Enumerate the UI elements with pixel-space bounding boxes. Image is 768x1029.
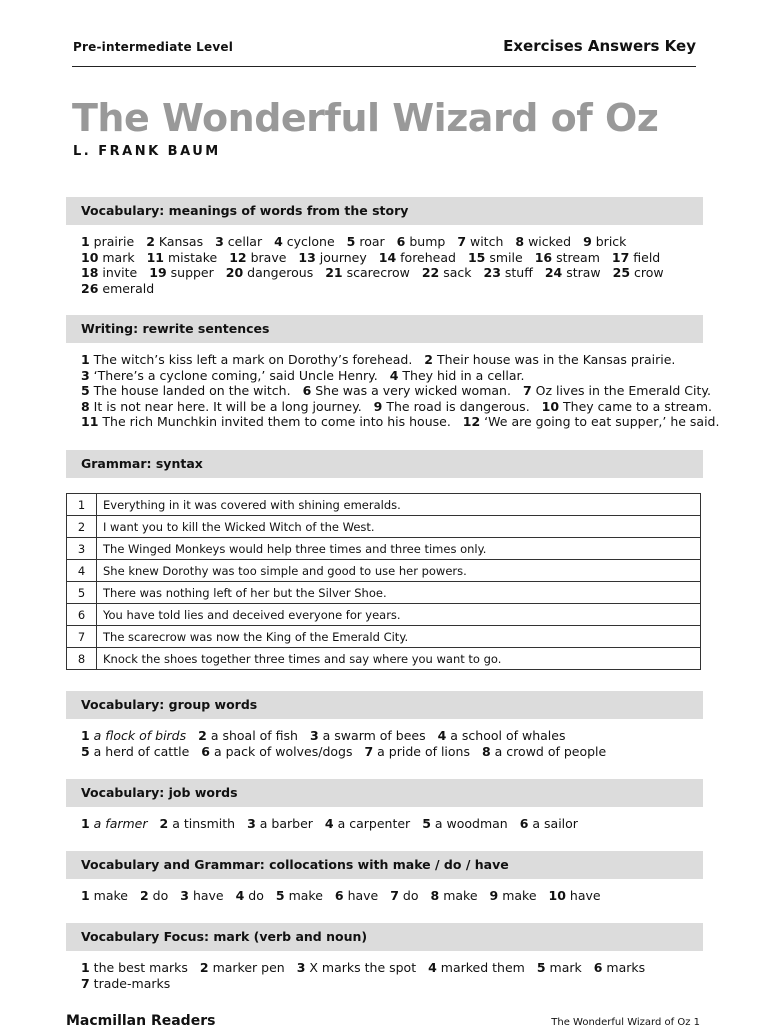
row-number: 1 — [67, 494, 97, 516]
answer-number: 10 — [81, 249, 99, 265]
answer-item — [215, 234, 262, 249]
answer-item — [583, 234, 626, 249]
answer-item — [335, 888, 378, 903]
answer-number: 3 — [247, 816, 256, 831]
answer-text: trade-marks — [89, 975, 171, 991]
answer-line — [81, 265, 711, 281]
mark-answers — [81, 960, 711, 991]
answer-number: 4 — [274, 234, 283, 249]
answer-item — [146, 234, 203, 249]
answer-item — [226, 265, 313, 280]
answer-number: 3 — [309, 728, 319, 743]
answer-text: do — [244, 888, 264, 903]
answer-text: a farmer — [89, 816, 148, 831]
answer-item — [276, 888, 323, 903]
answer-item — [81, 383, 291, 398]
answer-text: sack — [439, 265, 472, 280]
answer-number: 1 — [81, 888, 90, 903]
answer-item — [198, 728, 298, 743]
answer-item — [612, 250, 660, 265]
answer-item — [422, 816, 508, 831]
group-words-answers — [81, 728, 711, 759]
answer-item — [180, 888, 223, 903]
row-number: 5 — [67, 582, 97, 604]
answer-line — [81, 888, 711, 904]
answer-text: prairie — [89, 234, 135, 249]
answer-text: They hid in a cellar. — [398, 367, 525, 383]
answer-item — [81, 281, 154, 296]
answer-line — [81, 383, 711, 399]
row-sentence: The scarecrow was now the King of the Emerald City. — [97, 626, 701, 648]
answer-item — [81, 728, 186, 743]
row-number: 3 — [67, 538, 97, 560]
answer-number: 5 — [275, 888, 285, 903]
answer-number: 8 — [430, 888, 440, 903]
answer-text: Kansas — [154, 234, 204, 249]
answer-number: 2 — [146, 234, 155, 249]
answer-number: 2 — [199, 960, 209, 975]
answer-number: 1 — [81, 234, 90, 249]
answer-number: 6 — [396, 234, 406, 249]
answer-item — [81, 888, 128, 903]
answer-item — [379, 250, 456, 265]
answer-item — [149, 265, 214, 280]
answer-text: mark — [545, 960, 582, 975]
answer-number: 6 — [302, 383, 312, 398]
answer-text: have — [343, 888, 379, 903]
answer-number: 2 — [140, 888, 149, 903]
answer-number: 8 — [81, 398, 90, 414]
answers-key-label: Exercises Answers Key — [503, 37, 696, 55]
answer-line — [81, 414, 720, 430]
answer-text: The witch’s kiss left a mark on Dorothy’s forehead. — [89, 352, 413, 367]
answer-text: crow — [630, 265, 664, 280]
answer-item — [81, 399, 362, 414]
answer-number: 10 — [548, 888, 566, 903]
section-heading-collocations: Vocabulary and Grammar: collocations with make / do / have — [66, 851, 703, 879]
answer-text: have — [188, 888, 224, 903]
answer-text: bump — [405, 234, 446, 249]
publisher-name: Macmillan Readers — [66, 1013, 216, 1029]
answer-item — [81, 976, 170, 991]
table-row — [67, 582, 701, 604]
answer-number: 3 — [296, 960, 306, 975]
answer-item — [490, 888, 537, 903]
section-heading-job-words: Vocabulary: job words — [66, 779, 703, 807]
answer-text: do — [398, 888, 419, 903]
answer-text: make — [498, 888, 537, 903]
answer-text: a school of whales — [446, 728, 566, 743]
answer-number: 6 — [201, 743, 210, 759]
answer-number: 13 — [298, 249, 316, 265]
answer-item — [160, 816, 236, 831]
answer-text: do — [148, 888, 169, 903]
answer-text: The rich Munchkin invited them to come into his house. — [98, 414, 451, 429]
answer-text: brick — [591, 234, 627, 249]
answer-item — [428, 960, 525, 975]
answer-text: a barber — [255, 816, 313, 831]
row-number: 2 — [67, 516, 97, 538]
answer-number: 9 — [583, 234, 592, 249]
answer-number: 25 — [612, 265, 631, 280]
answer-number: 10 — [541, 398, 560, 414]
answer-text: mistake — [164, 249, 218, 265]
section-heading-writing: Writing: rewrite sentences — [66, 315, 703, 343]
answer-text: marks — [602, 960, 646, 975]
answer-item — [347, 234, 385, 249]
answer-number: 8 — [515, 234, 525, 249]
page-footer-title: The Wonderful Wizard of Oz 1 — [551, 1017, 700, 1028]
answer-line — [81, 399, 711, 415]
answer-text: journey — [315, 249, 367, 265]
answer-item — [431, 888, 478, 903]
answer-item — [482, 744, 606, 759]
section-heading-grammar: Grammar: syntax — [66, 450, 703, 478]
answer-text: ‘There’s a cyclone coming,’ said Uncle Henry. — [89, 367, 378, 383]
answer-item — [424, 352, 675, 367]
answer-item — [390, 368, 525, 383]
answer-number: 6 — [334, 888, 344, 903]
answer-item — [81, 234, 134, 249]
answer-text: a pride of lions — [373, 743, 470, 759]
answer-text: emerald — [98, 280, 155, 296]
answer-text: a woodman — [430, 816, 508, 831]
answer-text: have — [565, 888, 601, 903]
answer-item — [236, 888, 264, 903]
table-row — [67, 494, 701, 516]
answer-text: She was a very wicked woman. — [311, 383, 511, 398]
answer-text: a pack of wolves/dogs — [209, 743, 353, 759]
section-heading-group-words: Vocabulary: group words — [66, 691, 703, 719]
answer-number: 17 — [611, 249, 630, 265]
answer-item — [200, 960, 285, 975]
answer-text: Oz lives in the Emerald City. — [531, 383, 711, 398]
answer-item — [81, 250, 135, 265]
answer-number: 3 — [215, 234, 224, 249]
answer-number: 11 — [81, 414, 99, 429]
answer-text: ‘We are going to eat supper,’ he said. — [480, 414, 720, 429]
answer-line — [81, 281, 711, 297]
answer-number: 2 — [424, 352, 433, 367]
row-sentence: She knew Dorothy was too simple and good to use her powers. — [97, 560, 701, 582]
answer-line — [81, 816, 711, 832]
answer-number: 5 — [422, 816, 431, 831]
answer-number: 1 — [81, 352, 90, 367]
answer-line — [81, 250, 711, 266]
grammar-syntax-table — [66, 493, 701, 670]
answer-number: 4 — [324, 816, 334, 831]
answer-number: 6 — [593, 960, 603, 975]
answer-item — [515, 234, 571, 249]
answer-item — [81, 368, 378, 383]
row-number: 7 — [67, 626, 97, 648]
answer-number: 2 — [159, 816, 169, 831]
section-heading-vocab-meanings: Vocabulary: meanings of words from the story — [66, 197, 703, 225]
answer-item — [364, 744, 470, 759]
answer-number: 4 — [389, 367, 399, 383]
answer-text: cellar — [223, 234, 263, 249]
answer-number: 7 — [81, 975, 90, 991]
answer-item — [463, 414, 720, 429]
row-sentence: You have told lies and deceived everyone for years. — [97, 604, 701, 626]
answer-number: 18 — [81, 265, 99, 280]
answer-item — [147, 250, 218, 265]
answer-number: 23 — [483, 265, 501, 280]
answer-item — [594, 960, 645, 975]
answer-item — [523, 383, 711, 398]
answer-item — [390, 888, 418, 903]
answer-item — [613, 265, 664, 280]
answer-number: 9 — [489, 888, 499, 903]
answer-number: 22 — [421, 265, 440, 280]
answer-item — [397, 234, 446, 249]
job-words-answers — [81, 816, 711, 832]
answer-text: the best marks — [89, 960, 188, 975]
answer-text: It is not near here. It will be a long journey. — [89, 398, 362, 414]
answer-item — [81, 414, 451, 429]
collocations-answers — [81, 888, 711, 904]
answer-text: a flock of birds — [89, 728, 187, 743]
answer-line — [81, 960, 711, 976]
writing-answers — [81, 352, 720, 430]
answer-number: 16 — [534, 249, 553, 265]
answer-item — [81, 960, 188, 975]
answer-text: dangerous — [243, 265, 314, 280]
row-sentence: I want you to kill the Wicked Witch of the West. — [97, 516, 701, 538]
row-sentence: There was nothing left of her but the Silver Shoe. — [97, 582, 701, 604]
answer-number: 1 — [81, 816, 90, 831]
answer-line — [81, 976, 711, 992]
row-sentence: Knock the shoes together three times and say where you want to go. — [97, 648, 701, 670]
answer-number: 3 — [81, 367, 90, 383]
row-number: 8 — [67, 648, 97, 670]
answer-number: 4 — [428, 960, 437, 975]
answer-text: brave — [246, 249, 287, 265]
answer-text: witch — [466, 234, 504, 249]
answer-item — [81, 265, 137, 280]
answer-number: 11 — [146, 249, 165, 265]
answer-number: 1 — [81, 728, 90, 743]
answer-number: 15 — [467, 249, 486, 265]
answer-item — [545, 265, 601, 280]
answer-item — [81, 352, 412, 367]
answer-number: 5 — [536, 960, 546, 975]
answer-number: 4 — [235, 888, 245, 903]
answer-text: roar — [355, 234, 385, 249]
answer-line — [81, 744, 711, 760]
answer-text: The road is dangerous. — [382, 398, 530, 414]
answer-text: make — [439, 888, 478, 903]
table-row — [67, 604, 701, 626]
answer-text: a tinsmith — [168, 816, 236, 831]
answer-item — [457, 234, 503, 249]
answer-item — [274, 234, 335, 249]
answer-text: marker pen — [208, 960, 285, 975]
answer-item — [81, 816, 148, 831]
answer-item — [298, 250, 366, 265]
answer-number: 19 — [149, 265, 167, 280]
answer-item — [247, 816, 313, 831]
answer-text: Their house was in the Kansas prairie. — [433, 352, 676, 367]
answer-number: 3 — [180, 888, 189, 903]
answer-text: a sailor — [528, 816, 578, 831]
answer-number: 7 — [390, 888, 399, 903]
answer-item — [542, 399, 712, 414]
answer-number: 2 — [198, 728, 207, 743]
answer-number: 5 — [81, 743, 90, 759]
row-sentence: Everything in it was covered with shining emeralds. — [97, 494, 701, 516]
answer-text: scarecrow — [342, 265, 410, 280]
answer-number: 5 — [81, 383, 90, 398]
page-title: The Wonderful Wizard of Oz — [72, 96, 659, 140]
answer-number: 7 — [522, 383, 532, 398]
answer-item — [297, 960, 416, 975]
answer-item — [422, 265, 472, 280]
table-row — [67, 648, 701, 670]
row-sentence: The Winged Monkeys would help three times and three times only. — [97, 538, 701, 560]
answer-item — [325, 816, 410, 831]
answer-text: stuff — [500, 265, 533, 280]
answer-number: 4 — [437, 728, 447, 743]
table-row — [67, 516, 701, 538]
table-row — [67, 560, 701, 582]
answer-text: a swarm of bees — [318, 728, 426, 743]
answer-text: mark — [98, 249, 135, 265]
answer-text: marked them — [436, 960, 525, 975]
answer-text: a herd of cattle — [89, 743, 190, 759]
answer-item — [535, 250, 600, 265]
answer-item — [81, 744, 189, 759]
answer-line — [81, 234, 711, 250]
answer-text: smile — [485, 249, 523, 265]
row-number: 6 — [67, 604, 97, 626]
answer-number: 20 — [225, 265, 244, 280]
answer-item — [520, 816, 578, 831]
answer-item — [201, 744, 352, 759]
answer-number: 8 — [482, 743, 491, 759]
answer-number: 26 — [81, 280, 99, 296]
answer-text: make — [284, 888, 323, 903]
answer-text: a carpenter — [333, 816, 411, 831]
answer-text: They came to a stream. — [559, 398, 712, 414]
answer-text: a shoal of fish — [206, 728, 298, 743]
answer-text: wicked — [524, 234, 572, 249]
answer-text: X marks the spot — [305, 960, 417, 975]
answer-item — [484, 265, 533, 280]
section-heading-mark: Vocabulary Focus: mark (verb and noun) — [66, 923, 703, 951]
table-row — [67, 538, 701, 560]
answer-text: a crowd of people — [490, 743, 607, 759]
answer-line — [81, 368, 711, 384]
table-row — [67, 626, 701, 648]
vocab-meanings-answers — [81, 234, 711, 296]
answer-item — [303, 383, 511, 398]
answer-item — [325, 265, 410, 280]
answer-number: 21 — [325, 265, 343, 280]
answer-text: supper — [166, 265, 214, 280]
answer-item — [140, 888, 168, 903]
answer-number: 6 — [519, 816, 529, 831]
answer-item — [468, 250, 523, 265]
answer-text: cyclone — [282, 234, 335, 249]
author-name: L. FRANK BAUM — [73, 144, 221, 159]
answer-number: 14 — [378, 249, 397, 265]
answer-item — [549, 888, 601, 903]
answer-number: 24 — [544, 265, 563, 280]
level-label: Pre-intermediate Level — [73, 40, 234, 54]
answer-item — [229, 250, 286, 265]
answer-item — [537, 960, 582, 975]
answer-number: 5 — [346, 234, 356, 249]
answer-text: stream — [552, 249, 600, 265]
answer-text: make — [89, 888, 128, 903]
answer-line — [81, 728, 711, 744]
answer-number: 12 — [462, 414, 481, 429]
answer-text: forehead — [396, 249, 456, 265]
answer-number: 1 — [81, 960, 90, 975]
answer-number: 7 — [457, 234, 467, 249]
row-number: 4 — [67, 560, 97, 582]
answer-item — [438, 728, 566, 743]
answer-text: The house landed on the witch. — [89, 383, 291, 398]
answer-number: 9 — [373, 398, 383, 414]
answer-text: straw — [562, 265, 601, 280]
answer-line — [81, 352, 711, 368]
answer-item — [310, 728, 426, 743]
answer-number: 12 — [229, 249, 247, 265]
header-divider — [72, 66, 696, 67]
answer-text: invite — [98, 265, 138, 280]
answer-number: 7 — [364, 743, 374, 759]
answer-item — [374, 399, 530, 414]
answer-text: field — [629, 249, 661, 265]
